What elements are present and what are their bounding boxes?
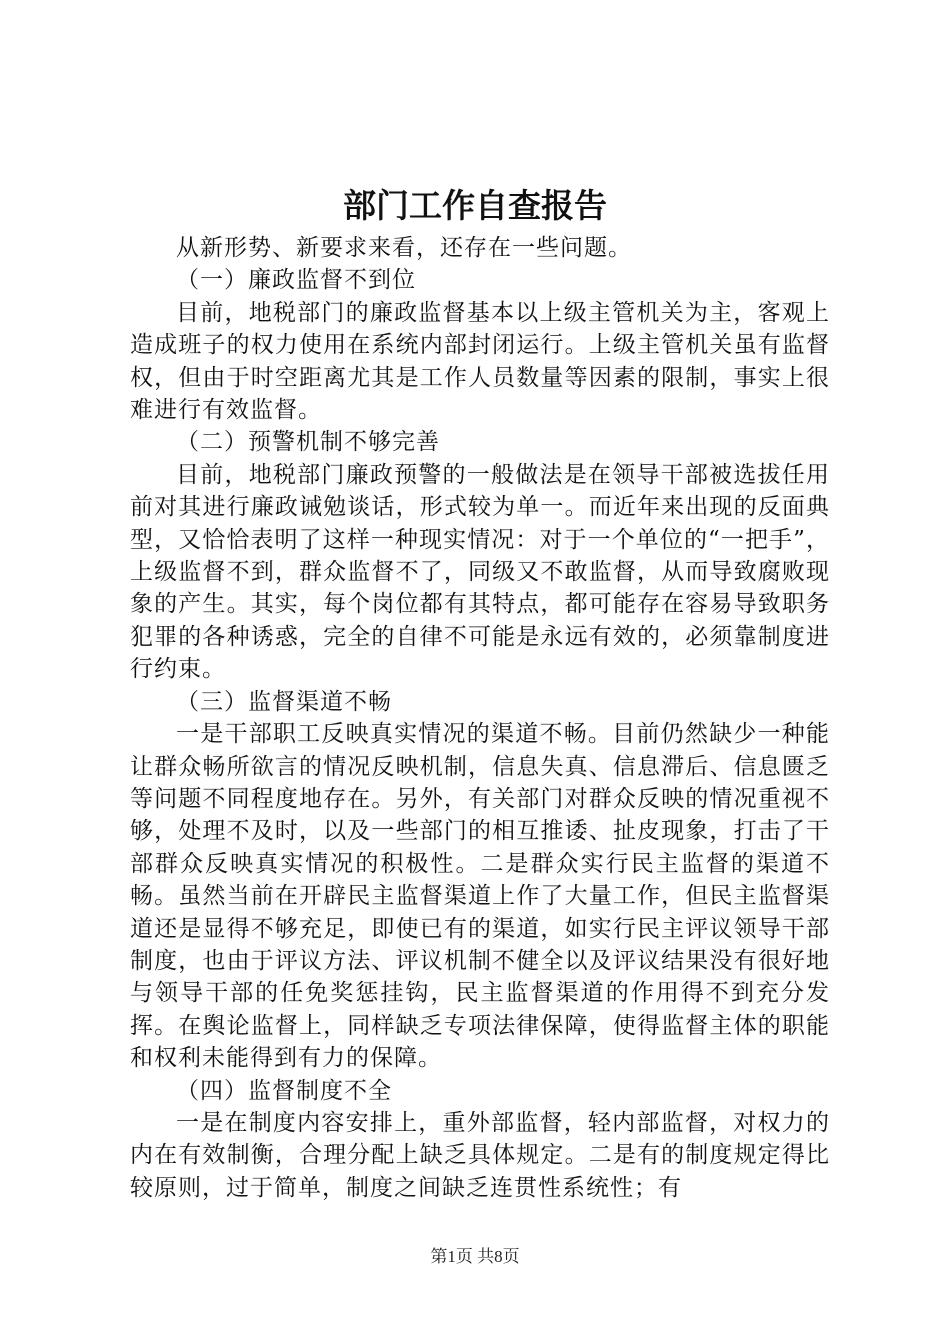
section-2-paragraph: 目前，地税部门廉政预警的一般做法是在领导干部被选拔任用前对其进行廉政诫勉谈话，形式较为单一。而近年来出现的反面典型，又恰恰表明了这样一种现实情况：对于一个单位的“一把手”，上级监督不到，群众监督不了，同级又不敢监督，从而导致腐败现象的产生。其实，每个岗位都有其特点，都可能存在容易导致职务犯罪的各种诱惑，完全的自律不可能是永远有效的，必须靠制度进行约束。 <box>130 461 830 683</box>
document-title: 部门工作自查报告 <box>343 186 607 225</box>
section-3-paragraph: 一是干部职工反映真实情况的渠道不畅。目前仍然缺少一种能让群众畅所欲言的情况反映机制，信息失真、信息滞后、信息匮乏等问题不同程度地存在。另外，有关部门对群众反映的情况重视不够，处理不及时，以及一些部门的相互推诿、扯皮现象，打击了干部群众反映真实情况的积极性。二是群众实行民主监督的渠道不畅。虽然当前在开辟民主监督渠道上作了大量工作，但民主监督渠道还是显得不够充足，即使已有的渠道，如实行民主评议领导干部制度，也由于评议方法、评议机制不健全以及评议结果没有很好地与领导干部的任免奖惩挂钩，民主监督渠道的作用得不到充分发挥。在舆论监督上，同样缺乏专项法律保障，使得监督主体的职能和权利未能得到有力的保障。 <box>130 721 830 1072</box>
section-heading-1: （一）廉政监督不到位 <box>176 267 416 294</box>
page-number-footer: 第1页 共8页 <box>430 1247 520 1266</box>
document-body <box>130 232 830 1204</box>
section-heading-3: （三）监督渠道不畅 <box>176 688 392 715</box>
section-4-paragraph: 一是在制度内容安排上，重外部监督，轻内部监督，对权力的内在有效制衡，合理分配上缺乏具体规定。二是有的制度规定得比较原则，过于简单，制度之间缺乏连贯性系统性；有 <box>130 1109 830 1201</box>
intro-paragraph: 从新形势、新要求来看，还存在一些问题。 <box>176 235 632 261</box>
section-heading-4: （四）监督制度不全 <box>176 1077 392 1104</box>
section-1-paragraph: 目前，地税部门的廉政监督基本以上级主管机关为主，客观上造成班子的权力使用在系统内部封闭运行。上级主管机关虽有监督权，但由于时空距离尤其是工作人员数量等因素的限制，事实上很难进行有效监督。 <box>130 299 830 424</box>
section-heading-2: （二）预警机制不够完善 <box>176 429 440 456</box>
